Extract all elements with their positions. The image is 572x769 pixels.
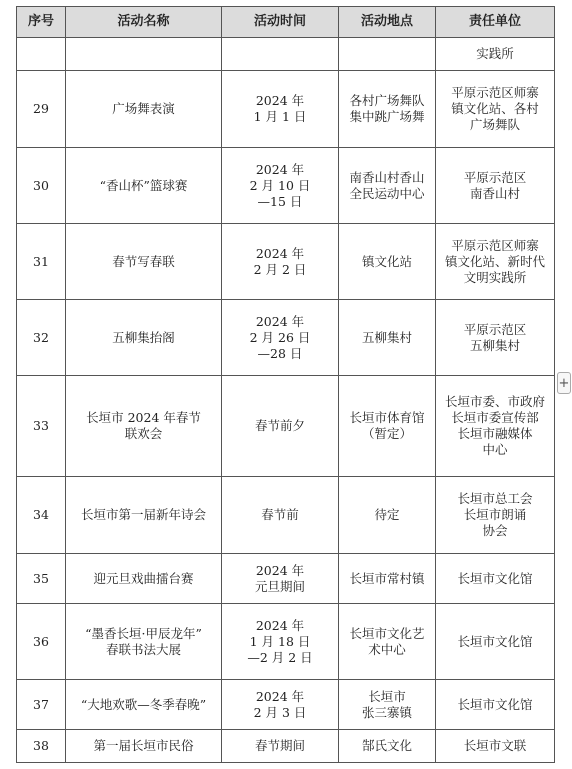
- cell-no: 33: [17, 376, 66, 477]
- activities-table: [16, 6, 555, 763]
- header-unit: 责任单位: [436, 7, 555, 38]
- cell-unit: 实践所: [436, 38, 555, 71]
- cell-place: 长垣市体育馆 （暂定）: [339, 376, 436, 477]
- cell-unit: 平原示范区 五柳集村: [436, 300, 555, 376]
- cell-place: 郜氏文化: [339, 730, 436, 763]
- header-place: 活动地点: [339, 7, 436, 38]
- cell-name: 长垣市第一届新年诗会: [66, 477, 222, 554]
- cell-time: 2024 年 2 月 26 日 —28 日: [222, 300, 339, 376]
- cell-unit: 长垣市文化馆: [436, 604, 555, 680]
- table-row: [17, 554, 555, 604]
- cell-name: “香山杯”篮球赛: [66, 148, 222, 224]
- cell-unit: 长垣市文化馆: [436, 680, 555, 730]
- cell-unit: 平原示范区师寨 镇文化站、新时代 文明实践所: [436, 224, 555, 300]
- cell-unit: 平原示范区师寨 镇文化站、各村 广场舞队: [436, 71, 555, 148]
- cell-time: 2024 年 1 月 18 日 —2 月 2 日: [222, 604, 339, 680]
- table-row: [17, 71, 555, 148]
- cell-name: 长垣市 2024 年春节 联欢会: [66, 376, 222, 477]
- table-row: [17, 680, 555, 730]
- cell-no: 38: [17, 730, 66, 763]
- cell-name: 广场舞表演: [66, 71, 222, 148]
- cell-time: 春节前: [222, 477, 339, 554]
- cell-place: [339, 38, 436, 71]
- cell-no: 32: [17, 300, 66, 376]
- cell-place: 长垣市 张三寨镇: [339, 680, 436, 730]
- cell-no: 37: [17, 680, 66, 730]
- cell-no: 34: [17, 477, 66, 554]
- cell-unit: 长垣市委、市政府 长垣市委宣传部 长垣市融媒体 中心: [436, 376, 555, 477]
- cell-time: 春节期间: [222, 730, 339, 763]
- table-row: [17, 477, 555, 554]
- cell-unit: 平原示范区 南香山村: [436, 148, 555, 224]
- header-name: 活动名称: [66, 7, 222, 38]
- cell-place: 长垣市文化艺 术中心: [339, 604, 436, 680]
- cell-place: 待定: [339, 477, 436, 554]
- cell-place: 镇文化站: [339, 224, 436, 300]
- header-no: 序号: [17, 7, 66, 38]
- table-row: [17, 604, 555, 680]
- cell-no: 29: [17, 71, 66, 148]
- table-row: [17, 224, 555, 300]
- cell-name: 迎元旦戏曲擂台赛: [66, 554, 222, 604]
- cell-time: 2024 年 元旦期间: [222, 554, 339, 604]
- cell-unit: 长垣市文化馆: [436, 554, 555, 604]
- table-row: [17, 148, 555, 224]
- cell-time: 2024 年 1 月 1 日: [222, 71, 339, 148]
- cell-place: 南香山村香山 全民运动中心: [339, 148, 436, 224]
- cell-unit: 长垣市总工会 长垣市朗诵 协会: [436, 477, 555, 554]
- table-row: [17, 730, 555, 763]
- cell-no: 31: [17, 224, 66, 300]
- table-row: [17, 376, 555, 477]
- cell-name: 五柳集抬阁: [66, 300, 222, 376]
- cell-unit: 长垣市文联: [436, 730, 555, 763]
- cell-time: 2024 年 2 月 3 日: [222, 680, 339, 730]
- cell-no: 30: [17, 148, 66, 224]
- cell-time: 2024 年 2 月 2 日: [222, 224, 339, 300]
- cell-time: 2024 年 2 月 10 日 —15 日: [222, 148, 339, 224]
- cell-place: 五柳集村: [339, 300, 436, 376]
- cell-time: 春节前夕: [222, 376, 339, 477]
- cell-place: 长垣市常村镇: [339, 554, 436, 604]
- cell-no: [17, 38, 66, 71]
- cell-no: 35: [17, 554, 66, 604]
- expand-plus-button[interactable]: +: [557, 372, 571, 394]
- cell-name: “大地欢歌—冬季春晚”: [66, 680, 222, 730]
- cell-name: 春节写春联: [66, 224, 222, 300]
- cell-name: [66, 38, 222, 71]
- cell-time: [222, 38, 339, 71]
- table-row: [17, 38, 555, 71]
- cell-place: 各村广场舞队 集中跳广场舞: [339, 71, 436, 148]
- header-time: 活动时间: [222, 7, 339, 38]
- cell-name: 第一届长垣市民俗: [66, 730, 222, 763]
- table-header-row: [17, 7, 555, 38]
- table-row: [17, 300, 555, 376]
- cell-no: 36: [17, 604, 66, 680]
- cell-name: “墨香长垣·甲辰龙年” 春联书法大展: [66, 604, 222, 680]
